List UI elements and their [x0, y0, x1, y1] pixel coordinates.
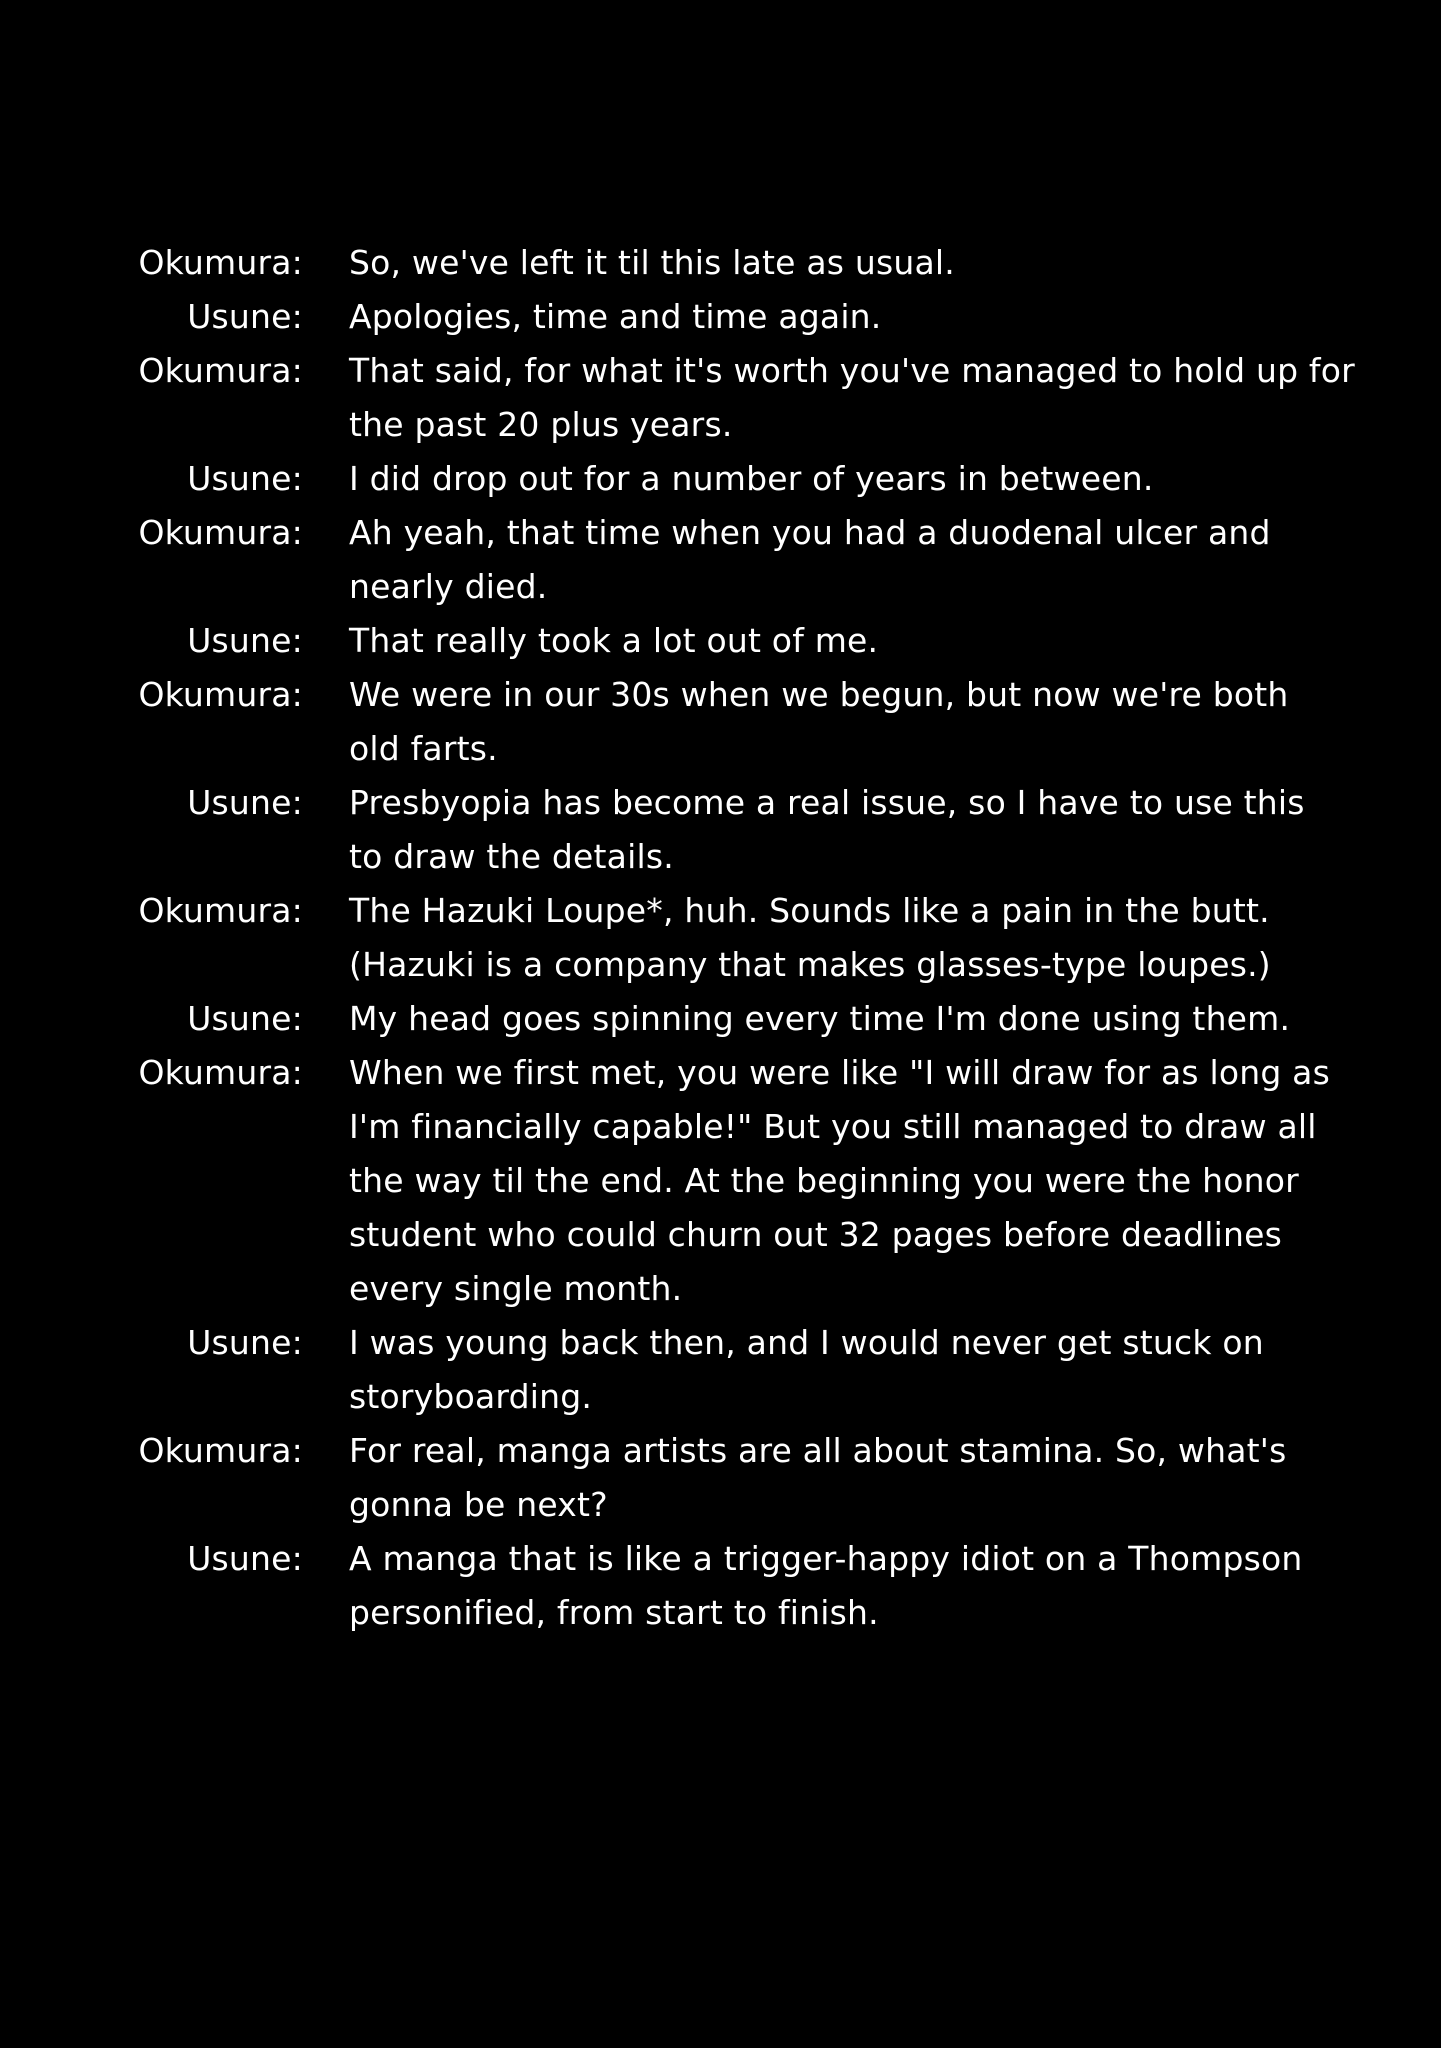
dialogue-line: student who could churn out 32 pages before deadlines — [349, 1215, 1283, 1254]
dialogue-row — [0, 1424, 1441, 1532]
dialogue-text — [349, 776, 1309, 884]
speaker-name: Usune: — [187, 1539, 303, 1578]
dialogue-line: When we first met, you were like "I will draw for as long as — [349, 1053, 1330, 1092]
dialogue-transcript — [0, 236, 1441, 1640]
dialogue-line: old farts. — [349, 729, 498, 768]
dialogue-line: Apologies, time and time again. — [349, 297, 882, 336]
dialogue-text — [349, 668, 1309, 776]
speaker-name: Usune: — [187, 999, 303, 1038]
dialogue-line: every single month. — [349, 1269, 683, 1308]
dialogue-row — [0, 884, 1441, 992]
dialogue-line: Ah yeah, that time when you had a duodenal ulcer and — [349, 513, 1271, 552]
dialogue-row — [0, 1532, 1441, 1640]
speaker-name: Okumura: — [138, 675, 303, 714]
speaker-name: Okumura: — [138, 351, 303, 390]
dialogue-text — [349, 614, 1309, 668]
dialogue-line: The Hazuki Loupe*, huh. Sounds like a pain in the butt. — [349, 891, 1270, 930]
dialogue-row — [0, 290, 1441, 344]
speaker-name: Usune: — [187, 783, 303, 822]
dialogue-line: That said, for what it's worth you've managed to hold up for — [349, 351, 1355, 390]
speaker-name: Usune: — [187, 297, 303, 336]
dialogue-line: We were in our 30s when we begun, but now we're both — [349, 675, 1289, 714]
dialogue-text — [349, 290, 1309, 344]
speaker-name: Okumura: — [138, 891, 303, 930]
dialogue-text — [349, 236, 1309, 290]
dialogue-line: (Hazuki is a company that makes glasses-type loupes.) — [349, 945, 1271, 984]
dialogue-line: the way til the end. At the beginning you were the honor — [349, 1161, 1299, 1200]
dialogue-row — [0, 614, 1441, 668]
speaker-name: Okumura: — [138, 513, 303, 552]
dialogue-row — [0, 668, 1441, 776]
dialogue-line: storyboarding. — [349, 1377, 593, 1416]
dialogue-text — [349, 884, 1309, 992]
speaker-name: Okumura: — [138, 1053, 303, 1092]
dialogue-line: Presbyopia has become a real issue, so I have to use this — [349, 783, 1305, 822]
speaker-name: Okumura: — [138, 243, 303, 282]
dialogue-line: A manga that is like a trigger-happy idiot on a Thompson — [349, 1539, 1303, 1578]
dialogue-text — [349, 506, 1309, 614]
dialogue-line: nearly died. — [349, 567, 548, 606]
dialogue-text — [349, 1424, 1309, 1532]
dialogue-line: My head goes spinning every time I'm done using them. — [349, 999, 1291, 1038]
dialogue-line: to draw the details. — [349, 837, 674, 876]
dialogue-line: For real, manga artists are all about stamina. So, what's — [349, 1431, 1287, 1470]
dialogue-line: I did drop out for a number of years in between. — [349, 459, 1154, 498]
dialogue-text — [349, 1316, 1309, 1424]
dialogue-text — [349, 452, 1309, 506]
dialogue-line: I'm financially capable!" But you still managed to draw all — [349, 1107, 1317, 1146]
dialogue-row — [0, 1316, 1441, 1424]
dialogue-text — [349, 344, 1355, 452]
dialogue-row — [0, 344, 1441, 452]
speaker-name: Usune: — [187, 459, 303, 498]
dialogue-line: gonna be next? — [349, 1485, 608, 1524]
dialogue-row — [0, 1046, 1441, 1316]
dialogue-line: That really took a lot out of me. — [349, 621, 879, 660]
speaker-name: Usune: — [187, 1323, 303, 1362]
dialogue-line: I was young back then, and I would never get stuck on — [349, 1323, 1264, 1362]
dialogue-line: the past 20 plus years. — [349, 405, 733, 444]
dialogue-row — [0, 776, 1441, 884]
dialogue-text — [349, 1532, 1309, 1640]
dialogue-row — [0, 506, 1441, 614]
dialogue-row — [0, 452, 1441, 506]
dialogue-row — [0, 992, 1441, 1046]
dialogue-text — [349, 1046, 1330, 1316]
dialogue-text — [349, 992, 1309, 1046]
speaker-name: Okumura: — [138, 1431, 303, 1470]
dialogue-row — [0, 236, 1441, 290]
dialogue-line: So, we've left it til this late as usual. — [349, 243, 955, 282]
dialogue-line: personified, from start to finish. — [349, 1593, 879, 1632]
speaker-name: Usune: — [187, 621, 303, 660]
